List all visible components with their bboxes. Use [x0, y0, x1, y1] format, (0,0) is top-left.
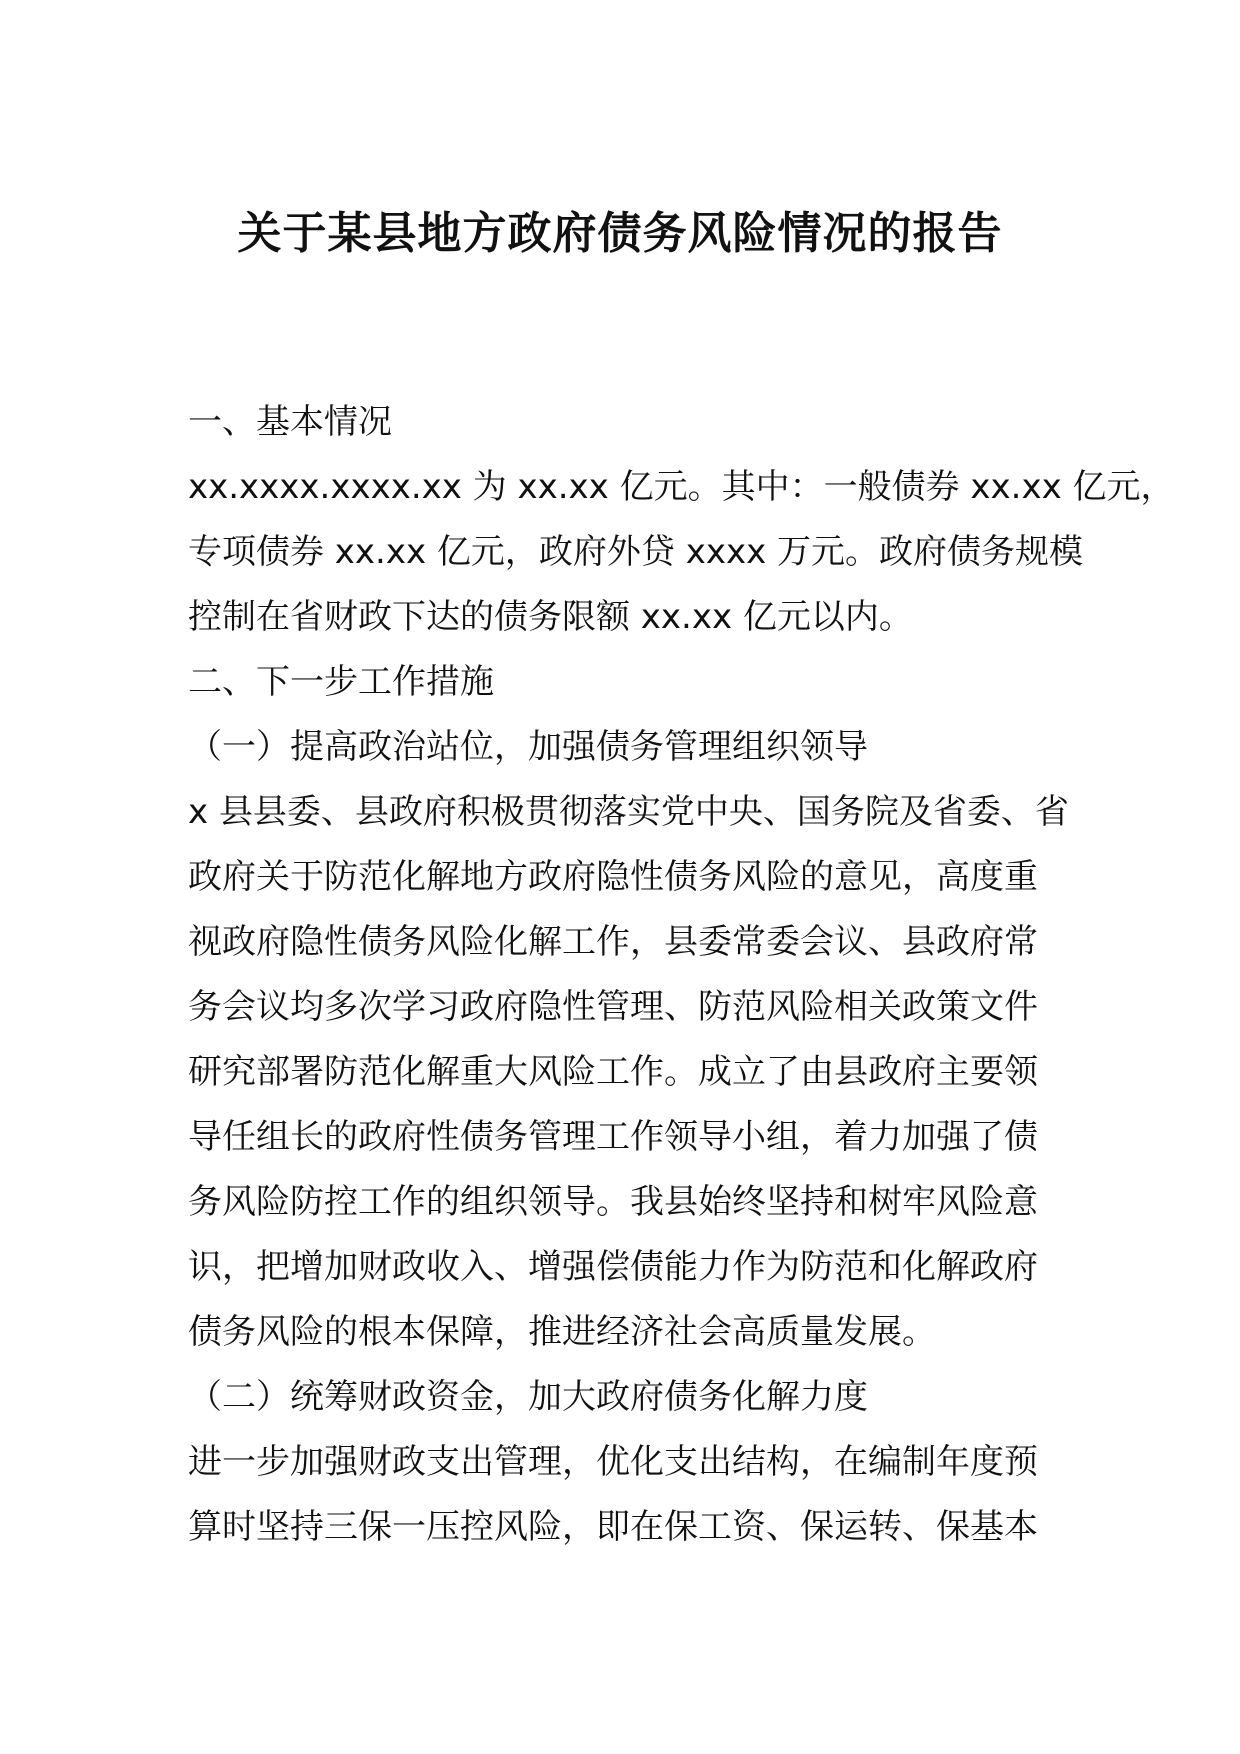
section-heading-next-steps: 二、下一步工作措施: [188, 662, 494, 702]
body-line: 债务风险的根本保障，推进经济社会高质量发展。: [188, 1312, 936, 1352]
body-line: 识，把增加财政收入、增强偿债能力作为防范和化解政府: [188, 1247, 1038, 1287]
section-heading-basic-situation: 一、基本情况: [188, 402, 392, 442]
body-line: 政府关于防范化解地方政府隐性债务风险的意见，高度重: [188, 857, 1038, 897]
body-line: 研究部署防范化解重大风险工作。成立了由县政府主要领: [188, 1052, 1038, 1092]
body-line: 专项债券 xx.xx 亿元，政府外贷 xxxx 万元。政府债务规模: [188, 532, 1084, 572]
body-line: 务会议均多次学习政府隐性管理、防范风险相关政策文件: [188, 987, 1038, 1027]
document-body: [188, 390, 1175, 1560]
subsection-heading-2: （二）统筹财政资金，加大政府债务化解力度: [188, 1377, 868, 1417]
body-line: 进一步加强财政支出管理，优化支出结构，在编制年度预: [188, 1442, 1038, 1482]
body-line: 控制在省财政下达的债务限额 xx.xx 亿元以内。: [188, 597, 913, 637]
body-line: xx.xxxx.xxxx.xx 为 xx.xx 亿元。其中：一般债券 xx.xx 亿元，: [188, 467, 1175, 507]
body-line: 务风险防控工作的组织领导。我县始终坚持和树牢风险意: [188, 1182, 1038, 1222]
body-line: 导任组长的政府性债务管理工作领导小组，着力加强了债: [188, 1117, 1038, 1157]
body-line: x 县县委、县政府积极贯彻落实党中央、国务院及省委、省: [188, 792, 1069, 832]
document-title: 关于某县地方政府债务风险情况的报告: [237, 208, 1003, 259]
body-line: 算时坚持三保一压控风险，即在保工资、保运转、保基本: [188, 1507, 1038, 1547]
subsection-heading-1: （一）提高政治站位，加强债务管理组织领导: [188, 727, 868, 767]
body-line: 视政府隐性债务风险化解工作，县委常委会议、县政府常: [188, 922, 1038, 962]
